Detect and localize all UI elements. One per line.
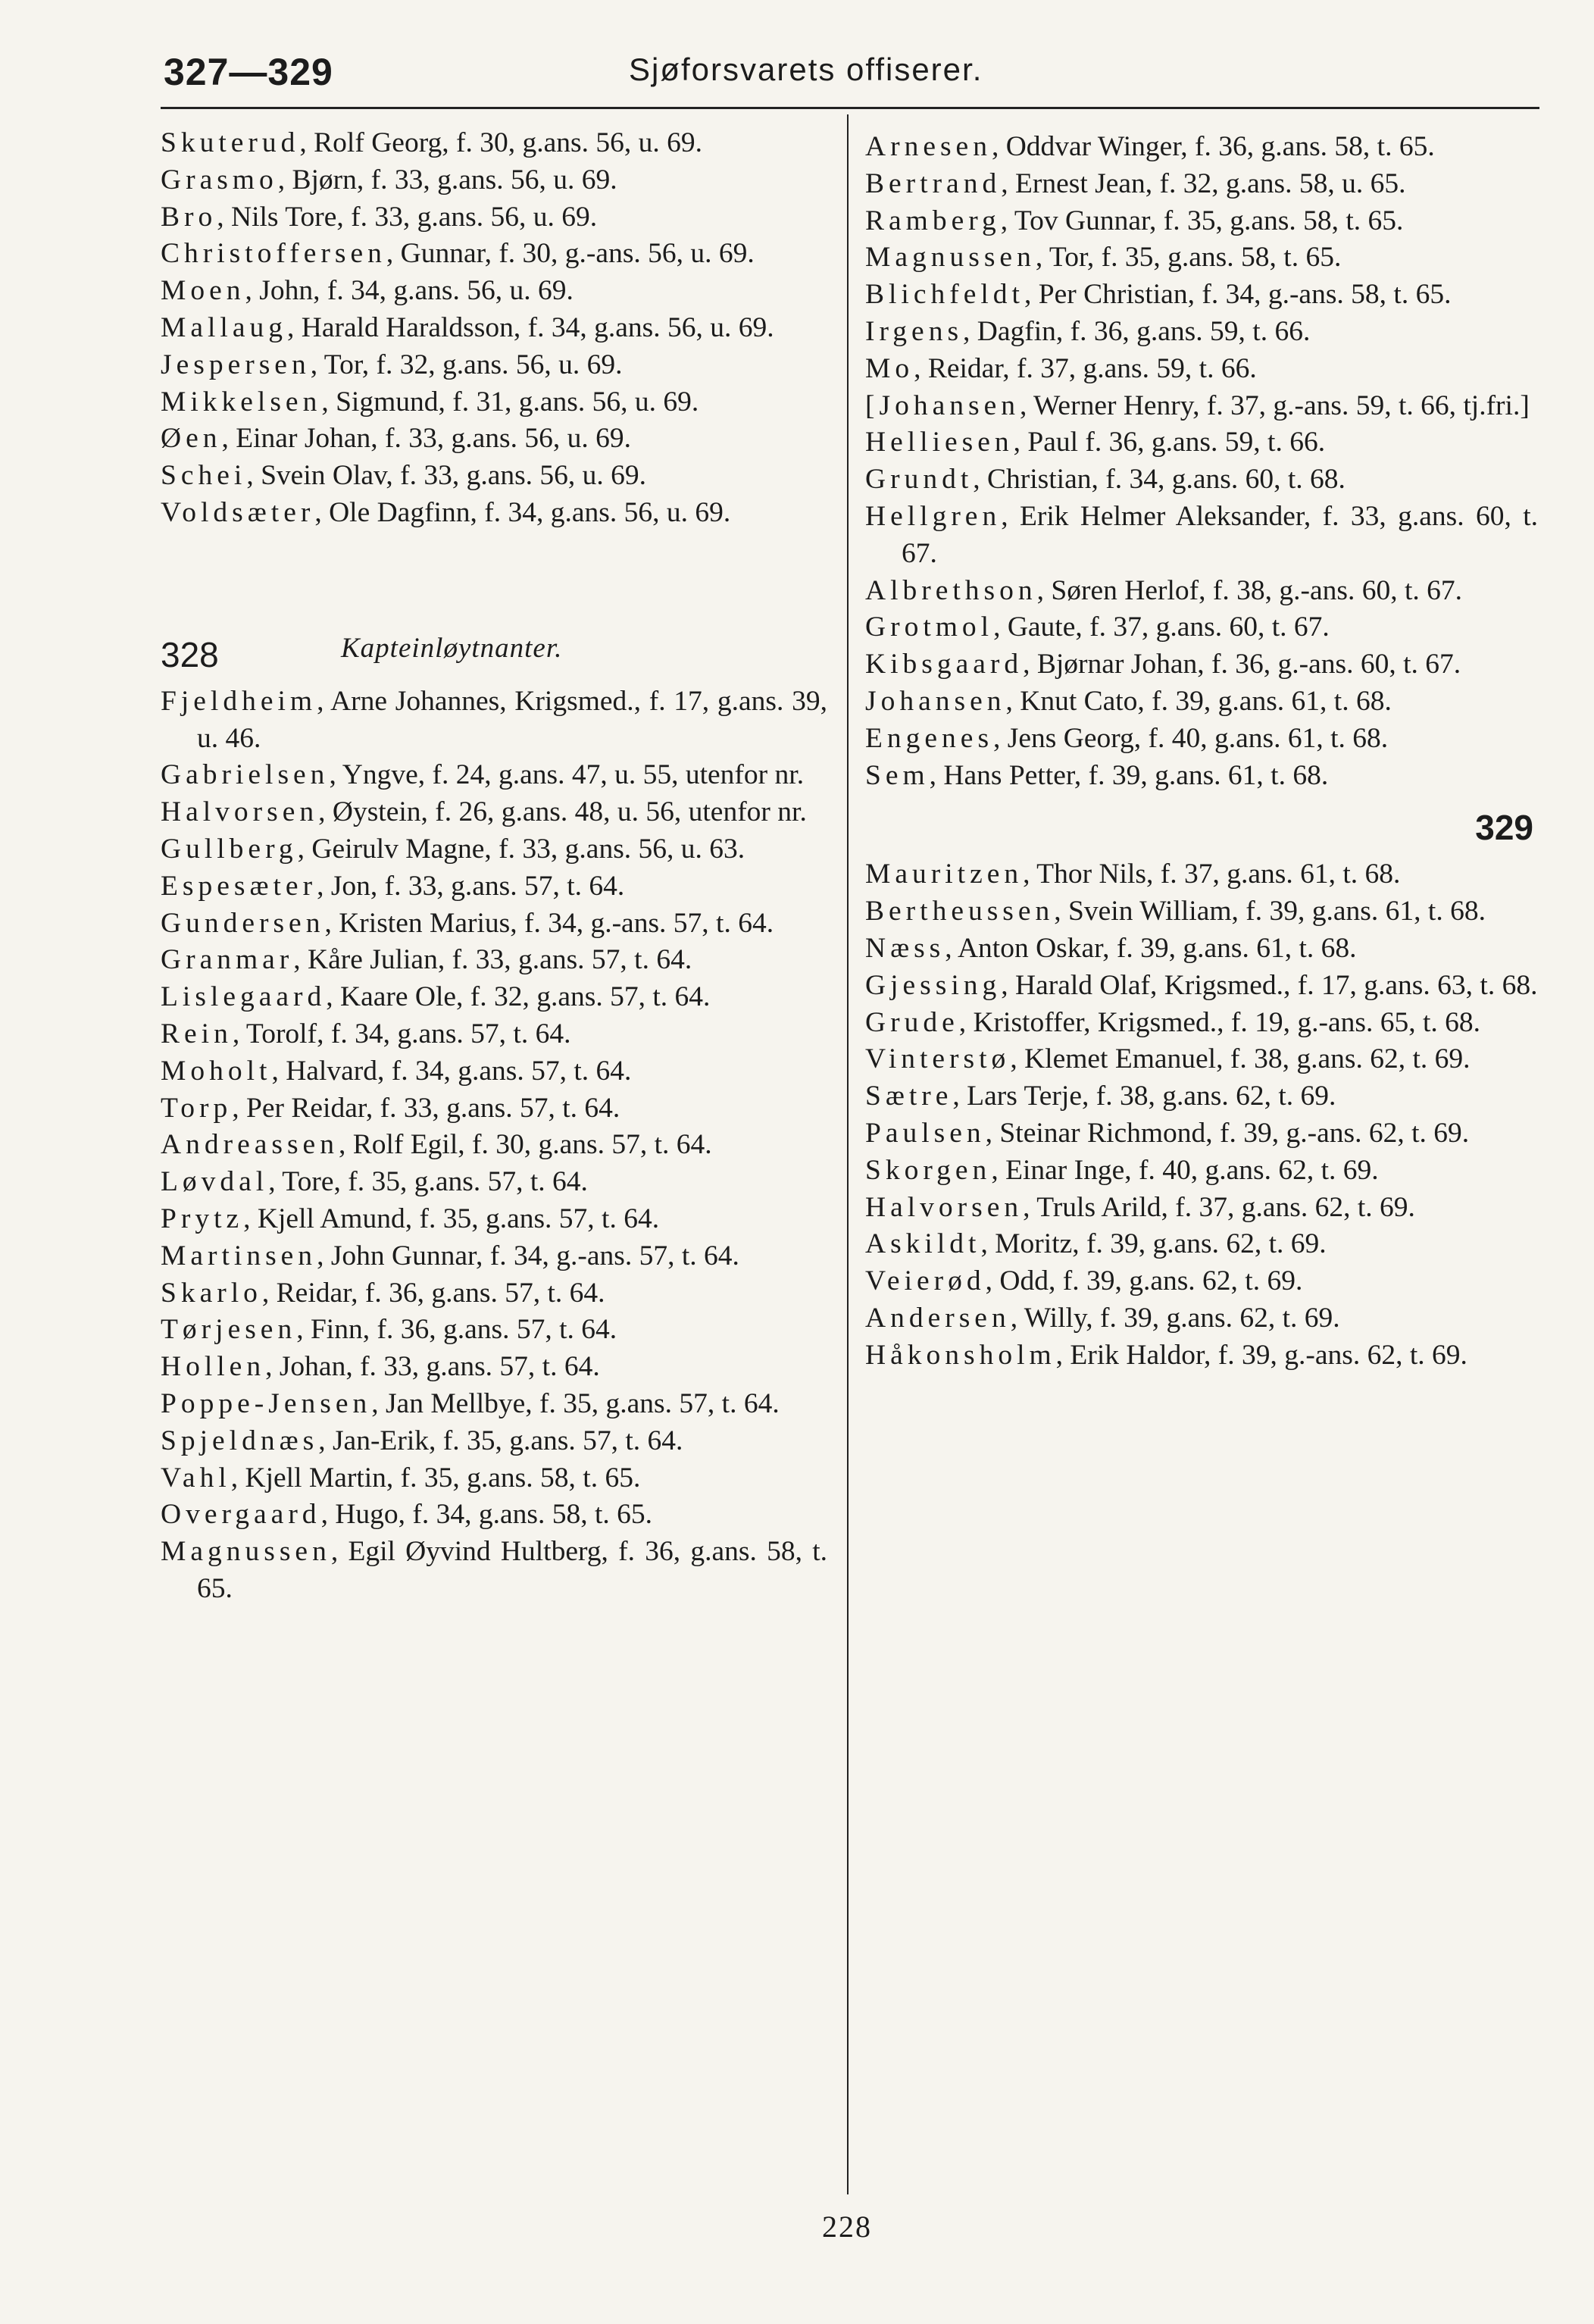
officer-details: , Thor Nils, f. 37, g.ans. 61, t. 68. [1023,859,1401,890]
officer-details: , Per Reidar, f. 33, g.ans. 57, t. 64. [232,1092,620,1124]
roster-entry [865,424,1538,461]
roster-entry [865,203,1538,240]
officer-surname: Spjeldnæs [161,1425,319,1456]
officer-surname: Andreassen [161,1129,339,1161]
officer-details: , Nils Tore, f. 33, g.ans. 56, u. 69. [217,201,598,233]
roster-entry [161,495,827,532]
officer-details: , Werner Henry, f. 37, g.-ans. 59, t. 66, tj.fri.] [1019,389,1530,421]
officer-surname: Engenes [865,722,994,754]
officer-details: , Yngve, f. 24, g.ans. 47, u. 55, utenfor nr. [329,759,805,791]
roster-entry [161,1164,827,1201]
officer-surname: Rein [161,1018,233,1049]
roster-entry [161,979,827,1016]
roster-entry [865,758,1538,795]
officer-details: , Kjell Martin, f. 35, g.ans. 58, t. 65. [230,1462,641,1494]
officer-details: , Arne Johannes, Krigsmed., f. 17, g.ans. 39, u. 46. [197,685,827,754]
roster-entry [865,856,1538,893]
officer-details: , Reidar, f. 37, g.ans. 59, t. 66. [914,352,1257,384]
roster-entry [161,1423,827,1460]
officer-surname: Løvdal [161,1166,269,1198]
officer-details: , Jan Mellbye, f. 35, g.ans. 57, t. 64. [371,1387,780,1419]
officer-surname: Paulsen [865,1117,986,1149]
roster-entry [161,794,827,831]
section-number: 328 [161,634,219,674]
officer-surname: Gundersen [161,907,325,939]
roster-entry [865,683,1538,721]
roster-entry [161,906,827,943]
roster-entry [161,458,827,495]
officer-details: , Willy, f. 39, g.ans. 62, t. 69. [1010,1302,1340,1334]
officer-surname: Skorgen [865,1154,992,1186]
officer-details: , Ole Dagfinn, f. 34, g.ans. 56, u. 69. [314,496,731,528]
officer-details: , John Gunnar, f. 34, g.-ans. 57, t. 64. [317,1240,739,1271]
officer-details: , Halvard, f. 34, g.ans. 57, t. 64. [271,1055,632,1087]
officer-details: , Reidar, f. 36, g.ans. 57, t. 64. [261,1277,605,1309]
right-column [865,129,1538,1375]
right-entries [865,129,1538,794]
officer-surname: Mo [865,352,914,384]
officer-surname: Askildt [865,1228,981,1260]
roster-entry [161,831,827,868]
officer-surname: Skuterud [161,127,300,158]
officer-surname: Øen [161,423,222,455]
roster-entry [161,1534,827,1608]
officer-surname: Moholt [161,1055,272,1087]
officer-details: , Harald Haraldsson, f. 34, g.ans. 56, u. 69. [286,311,774,343]
roster-entry [161,125,827,162]
roster-entry [865,461,1538,499]
officer-details: , Erik Haldor, f. 39, g.-ans. 62, t. 69. [1055,1339,1467,1371]
officer-surname: Helliesen [865,427,1014,458]
officer-surname: Bertheussen [865,896,1055,927]
roster-entry [865,277,1538,314]
officer-details: , Harald Olaf, Krigsmed., f. 17, g.ans. 63, t. 68. [1001,969,1538,1001]
officer-details: , Øystein, f. 26, g.ans. 48, u. 56, utenfor nr. [318,796,807,828]
roster-entry [865,968,1538,1005]
left-entries [161,125,827,532]
roster-entry [161,384,827,421]
roster-entry [161,1016,827,1053]
roster-entry [865,129,1538,166]
officer-details: , Torolf, f. 34, g.ans. 57, t. 64. [232,1018,571,1049]
officer-details: , Egil Øyvind Hultberg, f. 36, g.ans. 58, t. 65. [197,1536,827,1604]
page-number: 228 [822,2210,872,2244]
officer-details: , Truls Arild, f. 37, g.ans. 62, t. 69. [1023,1191,1415,1223]
officer-details: , Kaare Ole, f. 32, g.ans. 57, t. 64. [326,981,711,1013]
officer-surname: Johansen [865,685,1006,717]
roster-entry [161,347,827,384]
roster-entry [161,1497,827,1534]
officer-details: , Finn, f. 36, g.ans. 57, t. 64. [296,1314,617,1346]
officer-surname: Fjeldheim [161,685,317,717]
roster-entry [161,199,827,236]
officer-surname: Andersen [865,1302,1011,1334]
officer-surname: Magnussen [865,242,1036,274]
section-title: Kapteinløytnanter. [341,632,563,664]
officer-details: , Christian, f. 34, g.ans. 60, t. 68. [973,464,1346,496]
officer-details: , Anton Oskar, f. 39, g.ans. 61, t. 68. [945,932,1357,964]
section-heading-329 [865,794,1538,856]
officer-surname: Irgens [865,315,964,347]
roster-entry [161,942,827,979]
officer-details: , John, f. 34, g.ans. 56, u. 69. [245,275,574,307]
officer-surname: Gjessing [865,969,1002,1001]
officer-details: , Jens Georg, f. 40, g.ans. 61, t. 68. [993,722,1389,754]
officer-details: , Moritz, f. 39, g.ans. 62, t. 69. [980,1228,1327,1260]
officer-surname: Næss [865,932,945,964]
officer-details: , Svein William, f. 39, g.ans. 61, t. 68. [1054,896,1486,927]
roster-entry [865,351,1538,388]
officer-details: , Tore, f. 35, g.ans. 57, t. 64. [268,1166,588,1198]
officer-details: , Tor, f. 32, g.ans. 56, u. 69. [310,349,623,380]
officer-details: , Einar Inge, f. 40, g.ans. 62, t. 69. [991,1154,1379,1186]
roster-entry [161,1238,827,1275]
roster-entry [865,1300,1538,1337]
officer-surname: Halvorsen [161,796,319,828]
officer-details: , Jon, f. 33, g.ans. 57, t. 64. [317,870,625,902]
officer-surname: Mallaug [161,311,287,343]
roster-entry [161,310,827,347]
left-column [161,125,827,1608]
officer-details: , Hugo, f. 34, g.ans. 58, t. 65. [320,1499,653,1531]
roster-entry [161,1312,827,1349]
section-number: 329 [1475,808,1533,848]
officer-surname: Magnussen [161,1536,331,1568]
roster-entry [865,721,1538,758]
roster-entry [161,1090,827,1128]
officer-surname: Granmar [161,944,294,976]
roster-entry [161,757,827,794]
officer-details: , Johan, f. 33, g.ans. 57, t. 64. [265,1351,600,1383]
officer-surname: Poppe-Jensen [161,1387,372,1419]
officer-details: , Kristoffer, Krigsmed., f. 19, g.-ans. 65, t. 68. [958,1006,1481,1038]
roster-entry [865,931,1538,968]
roster-entry [161,162,827,199]
officer-details: , Kåre Julian, f. 33, g.ans. 57, t. 64. [293,944,692,976]
officer-surname: Grotmol [865,611,994,643]
roster-entry [865,499,1538,573]
officer-surname: Arnesen [865,131,992,162]
officer-details: , Kjell Amund, f. 35, g.ans. 57, t. 64. [243,1203,660,1234]
officer-details: , Svein Olav, f. 33, g.ans. 56, u. 69. [246,460,647,492]
officer-surname: Grundt [865,464,974,496]
officer-details: , Paul f. 36, g.ans. 59, t. 66. [1013,427,1326,458]
roster-entry [865,1115,1538,1153]
officer-surname: Vahl [161,1462,231,1494]
roster-entry [865,314,1538,351]
officer-surname: Albrethson [865,574,1037,606]
officer-details: , Knut Cato, f. 39, g.ans. 61, t. 68. [1005,685,1392,717]
officer-details: , Tor, f. 35, g.ans. 58, t. 65. [1035,242,1342,274]
officer-details: , Jan-Erik, f. 35, g.ans. 57, t. 64. [318,1425,683,1456]
officer-details: , Per Christian, f. 34, g.-ans. 58, t. 65. [1024,279,1452,311]
officer-surname: Sem [865,759,930,791]
section-entries-329 [865,856,1538,1374]
officer-surname: Espesæter [161,870,317,902]
officer-surname: Grasmo [161,164,278,195]
roster-entry [865,1041,1538,1078]
officer-surname: Lislegaard [161,981,327,1013]
roster-entry [161,1275,827,1312]
officer-surname: Gabrielsen [161,759,330,791]
officer-surname: Sætre [865,1081,953,1112]
roster-entry [865,166,1538,203]
officer-details: , Erik Helmer Aleksander, f. 33, g.ans. 60, t. 67. [902,500,1538,569]
officer-details: , Hans Petter, f. 39, g.ans. 61, t. 68. [929,759,1329,791]
roster-entry [161,1053,827,1090]
roster-entry [865,573,1538,610]
officer-details: , Rolf Georg, f. 30, g.ans. 56, u. 69. [299,127,702,158]
header-rule [161,107,1539,109]
column-divider [847,114,849,2194]
officer-details: , Sigmund, f. 31, g.ans. 56, u. 69. [321,386,699,418]
roster-entry [161,1386,827,1423]
officer-surname: Grude [865,1006,959,1038]
officer-details: , Gunnar, f. 30, g.-ans. 56, u. 69. [386,238,755,270]
officer-surname: Tørjesen [161,1314,297,1346]
running-header-title: Sjøforsvarets offiserer. [629,52,983,87]
officer-surname: Gullberg [161,833,298,865]
officer-details: , Dagfin, f. 36, g.ans. 59, t. 66. [963,315,1311,347]
officer-details: , Einar Johan, f. 33, g.ans. 56, u. 69. [221,423,632,455]
officer-surname: Bro [161,201,217,233]
roster-entry [865,1226,1538,1263]
roster-entry [161,1349,827,1386]
officer-surname: Mauritzen [865,859,1024,890]
roster-entry [161,868,827,906]
officer-surname: Vinterstø [865,1043,1011,1075]
officer-surname: Ramberg [865,205,1001,236]
officer-details: , Odd, f. 39, g.ans. 62, t. 69. [985,1265,1303,1297]
officer-details: , Klemet Emanuel, f. 38, g.ans. 62, t. 69. [1010,1043,1471,1075]
officer-details: , Kristen Marius, f. 34, g.-ans. 57, t. 64. [324,907,774,939]
roster-entry [865,388,1538,425]
roster-entry [865,646,1538,683]
roster-entry [161,1127,827,1164]
officer-details: , Steinar Richmond, f. 39, g.-ans. 62, t. 69. [985,1117,1470,1149]
roster-entry [865,1005,1538,1042]
roster-entry [161,1460,827,1497]
officer-details: , Geirulv Magne, f. 33, g.ans. 56, u. 63. [297,833,745,865]
officer-surname: Jespersen [161,349,311,380]
officer-surname: Skarlo [161,1277,262,1309]
officer-surname: Hollen [161,1351,266,1383]
officer-surname: Torp [161,1092,233,1124]
officer-details: , Ernest Jean, f. 32, g.ans. 58, u. 65. [1001,167,1406,199]
officer-surname: Halvorsen [865,1191,1024,1223]
roster-entry [161,1201,827,1238]
officer-details: , Tov Gunnar, f. 35, g.ans. 58, t. 65. [1000,205,1404,236]
section-entries-328 [161,683,827,1608]
officer-details: , Oddvar Winger, f. 36, g.ans. 58, t. 65. [991,131,1435,162]
officer-details: , Bjørn, f. 33, g.ans. 56, u. 69. [277,164,617,195]
officer-surname: Veierød [865,1265,986,1297]
officer-surname: Kibsgaard [865,649,1024,680]
officer-surname: [Johansen [865,389,1020,421]
roster-entry [865,1263,1538,1300]
roster-entry [865,1078,1538,1115]
roster-entry [161,421,827,458]
officer-surname: Christoffersen [161,238,386,270]
officer-surname: Bertrand [865,167,1002,199]
section-heading-328 [161,626,827,683]
roster-entry [865,609,1538,646]
officer-surname: Voldsæter [161,496,315,528]
roster-entry [865,1190,1538,1227]
officer-surname: Blichfeldt [865,279,1024,311]
roster-entry [865,239,1538,277]
officer-surname: Håkonsholm [865,1339,1056,1371]
roster-entry [865,893,1538,931]
officer-surname: Moen [161,275,245,307]
officer-surname: Hellgren [865,500,1002,532]
roster-entry [161,273,827,310]
officer-surname: Schei [161,460,247,492]
officer-surname: Mikkelsen [161,386,322,418]
officer-details: , Gaute, f. 37, g.ans. 60, t. 67. [993,611,1330,643]
officer-surname: Overgaard [161,1499,321,1531]
officer-details: , Rolf Egil, f. 30, g.ans. 57, t. 64. [338,1129,712,1161]
roster-entry [865,1153,1538,1190]
officer-details: , Søren Herlof, f. 38, g.-ans. 60, t. 67. [1036,574,1463,606]
officer-surname: Martinsen [161,1240,317,1271]
roster-entry [161,683,827,758]
officer-surname: Prytz [161,1203,244,1234]
officer-details: , Bjørnar Johan, f. 36, g.-ans. 60, t. 67. [1023,649,1461,680]
roster-entry [865,1337,1538,1375]
section-gap [161,532,827,626]
roster-entry [161,236,827,273]
running-header-number: 327—329 [164,51,333,93]
officer-details: , Lars Terje, f. 38, g.ans. 62, t. 69. [952,1081,1336,1112]
